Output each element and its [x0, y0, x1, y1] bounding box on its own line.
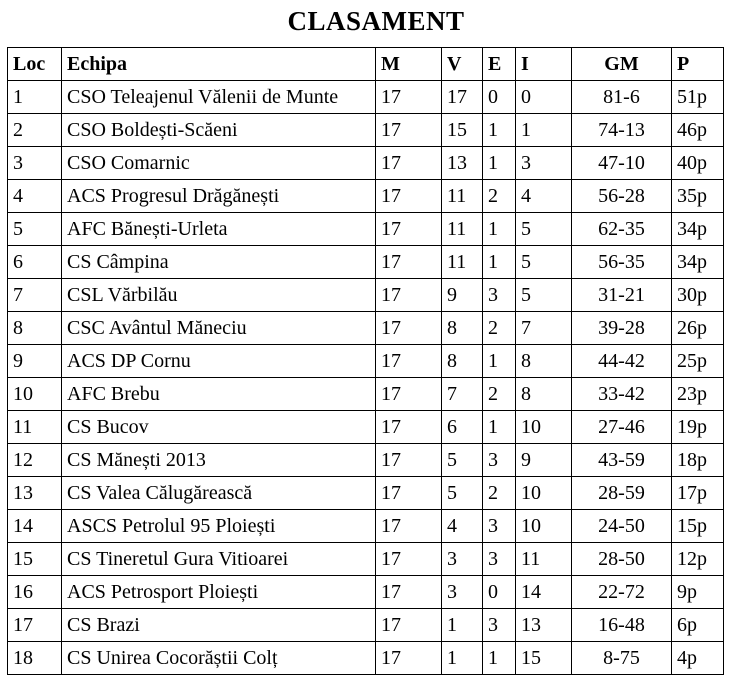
cell-draws: 3	[483, 543, 516, 576]
cell-points: 6p	[672, 609, 724, 642]
cell-wins: 6	[442, 411, 483, 444]
table-row	[8, 411, 724, 444]
cell-loc: 1	[8, 81, 62, 114]
cell-loc: 12	[8, 444, 62, 477]
cell-team: CS Mănești 2013	[62, 444, 376, 477]
cell-draws: 1	[483, 642, 516, 675]
column-header-goals: GM	[572, 48, 672, 81]
cell-losses: 1	[516, 114, 572, 147]
cell-draws: 3	[483, 279, 516, 312]
cell-losses: 9	[516, 444, 572, 477]
cell-loc: 11	[8, 411, 62, 444]
cell-points: 17p	[672, 477, 724, 510]
cell-goals: 62-35	[572, 213, 672, 246]
cell-points: 46p	[672, 114, 724, 147]
cell-team: CS Valea Călugărească	[62, 477, 376, 510]
cell-goals: 16-48	[572, 609, 672, 642]
table-row	[8, 609, 724, 642]
cell-draws: 3	[483, 510, 516, 543]
table-row	[8, 180, 724, 213]
cell-wins: 8	[442, 345, 483, 378]
cell-matches: 17	[376, 81, 442, 114]
table-row	[8, 510, 724, 543]
cell-losses: 15	[516, 642, 572, 675]
cell-draws: 2	[483, 312, 516, 345]
cell-team: CSO Boldești-Scăeni	[62, 114, 376, 147]
cell-matches: 17	[376, 444, 442, 477]
cell-wins: 5	[442, 477, 483, 510]
column-header-team: Echipa	[62, 48, 376, 81]
table-row	[8, 444, 724, 477]
cell-draws: 1	[483, 345, 516, 378]
cell-wins: 11	[442, 180, 483, 213]
cell-team: CS Tineretul Gura Vitioarei	[62, 543, 376, 576]
cell-wins: 11	[442, 213, 483, 246]
table-row	[8, 642, 724, 675]
cell-losses: 10	[516, 411, 572, 444]
cell-goals: 28-59	[572, 477, 672, 510]
cell-draws: 1	[483, 147, 516, 180]
cell-team: AFC Brebu	[62, 378, 376, 411]
cell-matches: 17	[376, 279, 442, 312]
cell-loc: 7	[8, 279, 62, 312]
cell-loc: 18	[8, 642, 62, 675]
cell-loc: 10	[8, 378, 62, 411]
table-row	[8, 543, 724, 576]
cell-losses: 8	[516, 345, 572, 378]
cell-team: ACS Progresul Drăgănești	[62, 180, 376, 213]
cell-matches: 17	[376, 213, 442, 246]
cell-draws: 1	[483, 246, 516, 279]
cell-points: 12p	[672, 543, 724, 576]
column-header-losses: I	[516, 48, 572, 81]
cell-team: CSC Avântul Măneciu	[62, 312, 376, 345]
cell-points: 30p	[672, 279, 724, 312]
page-title: CLASAMENT	[287, 6, 465, 36]
cell-wins: 1	[442, 642, 483, 675]
cell-draws: 0	[483, 81, 516, 114]
cell-draws: 1	[483, 411, 516, 444]
standings-table	[7, 47, 724, 675]
cell-loc: 13	[8, 477, 62, 510]
cell-goals: 74-13	[572, 114, 672, 147]
cell-team: ACS DP Cornu	[62, 345, 376, 378]
cell-draws: 2	[483, 378, 516, 411]
table-row	[8, 213, 724, 246]
cell-goals: 56-35	[572, 246, 672, 279]
cell-goals: 47-10	[572, 147, 672, 180]
cell-wins: 11	[442, 246, 483, 279]
cell-goals: 44-42	[572, 345, 672, 378]
cell-team: CS Bucov	[62, 411, 376, 444]
cell-matches: 17	[376, 411, 442, 444]
cell-loc: 16	[8, 576, 62, 609]
cell-loc: 14	[8, 510, 62, 543]
cell-matches: 17	[376, 642, 442, 675]
cell-team: CSO Comarnic	[62, 147, 376, 180]
cell-draws: 2	[483, 477, 516, 510]
cell-matches: 17	[376, 147, 442, 180]
table-row	[8, 81, 724, 114]
cell-losses: 4	[516, 180, 572, 213]
cell-points: 18p	[672, 444, 724, 477]
cell-points: 34p	[672, 213, 724, 246]
cell-matches: 17	[376, 180, 442, 213]
cell-team: CS Câmpina	[62, 246, 376, 279]
table-row	[8, 378, 724, 411]
cell-points: 9p	[672, 576, 724, 609]
cell-losses: 5	[516, 279, 572, 312]
table-header-row	[8, 48, 724, 81]
cell-wins: 9	[442, 279, 483, 312]
cell-points: 35p	[672, 180, 724, 213]
cell-wins: 8	[442, 312, 483, 345]
cell-goals: 39-28	[572, 312, 672, 345]
cell-matches: 17	[376, 378, 442, 411]
cell-wins: 13	[442, 147, 483, 180]
cell-losses: 14	[516, 576, 572, 609]
cell-goals: 31-21	[572, 279, 672, 312]
cell-goals: 43-59	[572, 444, 672, 477]
table-row	[8, 477, 724, 510]
cell-losses: 8	[516, 378, 572, 411]
cell-wins: 7	[442, 378, 483, 411]
cell-wins: 3	[442, 543, 483, 576]
cell-team: ACS Petrosport Ploiești	[62, 576, 376, 609]
cell-draws: 0	[483, 576, 516, 609]
cell-loc: 5	[8, 213, 62, 246]
cell-points: 25p	[672, 345, 724, 378]
cell-points: 4p	[672, 642, 724, 675]
cell-team: CSO Teleajenul Vălenii de Munte	[62, 81, 376, 114]
cell-goals: 33-42	[572, 378, 672, 411]
cell-loc: 9	[8, 345, 62, 378]
cell-losses: 11	[516, 543, 572, 576]
cell-goals: 28-50	[572, 543, 672, 576]
cell-losses: 10	[516, 510, 572, 543]
cell-matches: 17	[376, 246, 442, 279]
table-row	[8, 147, 724, 180]
cell-losses: 7	[516, 312, 572, 345]
cell-losses: 13	[516, 609, 572, 642]
cell-wins: 5	[442, 444, 483, 477]
column-header-matches: M	[376, 48, 442, 81]
cell-team: CS Brazi	[62, 609, 376, 642]
cell-goals: 8-75	[572, 642, 672, 675]
cell-points: 40p	[672, 147, 724, 180]
cell-draws: 1	[483, 213, 516, 246]
cell-losses: 5	[516, 246, 572, 279]
cell-wins: 15	[442, 114, 483, 147]
table-row	[8, 312, 724, 345]
cell-team: CSL Vărbilău	[62, 279, 376, 312]
cell-matches: 17	[376, 510, 442, 543]
column-header-wins: V	[442, 48, 483, 81]
cell-loc: 2	[8, 114, 62, 147]
cell-points: 23p	[672, 378, 724, 411]
cell-points: 15p	[672, 510, 724, 543]
cell-draws: 3	[483, 444, 516, 477]
cell-wins: 1	[442, 609, 483, 642]
column-header-draws: E	[483, 48, 516, 81]
cell-loc: 6	[8, 246, 62, 279]
column-header-points: P	[672, 48, 724, 81]
cell-matches: 17	[376, 543, 442, 576]
table-row	[8, 345, 724, 378]
cell-loc: 3	[8, 147, 62, 180]
cell-draws: 1	[483, 114, 516, 147]
cell-matches: 17	[376, 477, 442, 510]
table-row	[8, 246, 724, 279]
table-row	[8, 114, 724, 147]
cell-points: 51p	[672, 81, 724, 114]
cell-losses: 10	[516, 477, 572, 510]
cell-losses: 3	[516, 147, 572, 180]
cell-goals: 22-72	[572, 576, 672, 609]
cell-goals: 24-50	[572, 510, 672, 543]
cell-loc: 15	[8, 543, 62, 576]
cell-draws: 2	[483, 180, 516, 213]
cell-draws: 3	[483, 609, 516, 642]
cell-matches: 17	[376, 114, 442, 147]
cell-matches: 17	[376, 312, 442, 345]
cell-matches: 17	[376, 576, 442, 609]
cell-points: 34p	[672, 246, 724, 279]
cell-goals: 27-46	[572, 411, 672, 444]
cell-team: AFC Bănești-Urleta	[62, 213, 376, 246]
cell-team: ASCS Petrolul 95 Ploiești	[62, 510, 376, 543]
cell-losses: 5	[516, 213, 572, 246]
table-row	[8, 576, 724, 609]
cell-loc: 4	[8, 180, 62, 213]
cell-loc: 8	[8, 312, 62, 345]
cell-goals: 81-6	[572, 81, 672, 114]
table-row	[8, 279, 724, 312]
cell-team: CS Unirea Cocorăștii Colț	[62, 642, 376, 675]
cell-matches: 17	[376, 609, 442, 642]
column-header-loc: Loc	[8, 48, 62, 81]
cell-points: 19p	[672, 411, 724, 444]
cell-wins: 17	[442, 81, 483, 114]
cell-matches: 17	[376, 345, 442, 378]
cell-wins: 4	[442, 510, 483, 543]
cell-loc: 17	[8, 609, 62, 642]
cell-wins: 3	[442, 576, 483, 609]
cell-goals: 56-28	[572, 180, 672, 213]
cell-points: 26p	[672, 312, 724, 345]
standings-body	[8, 81, 724, 675]
cell-losses: 0	[516, 81, 572, 114]
